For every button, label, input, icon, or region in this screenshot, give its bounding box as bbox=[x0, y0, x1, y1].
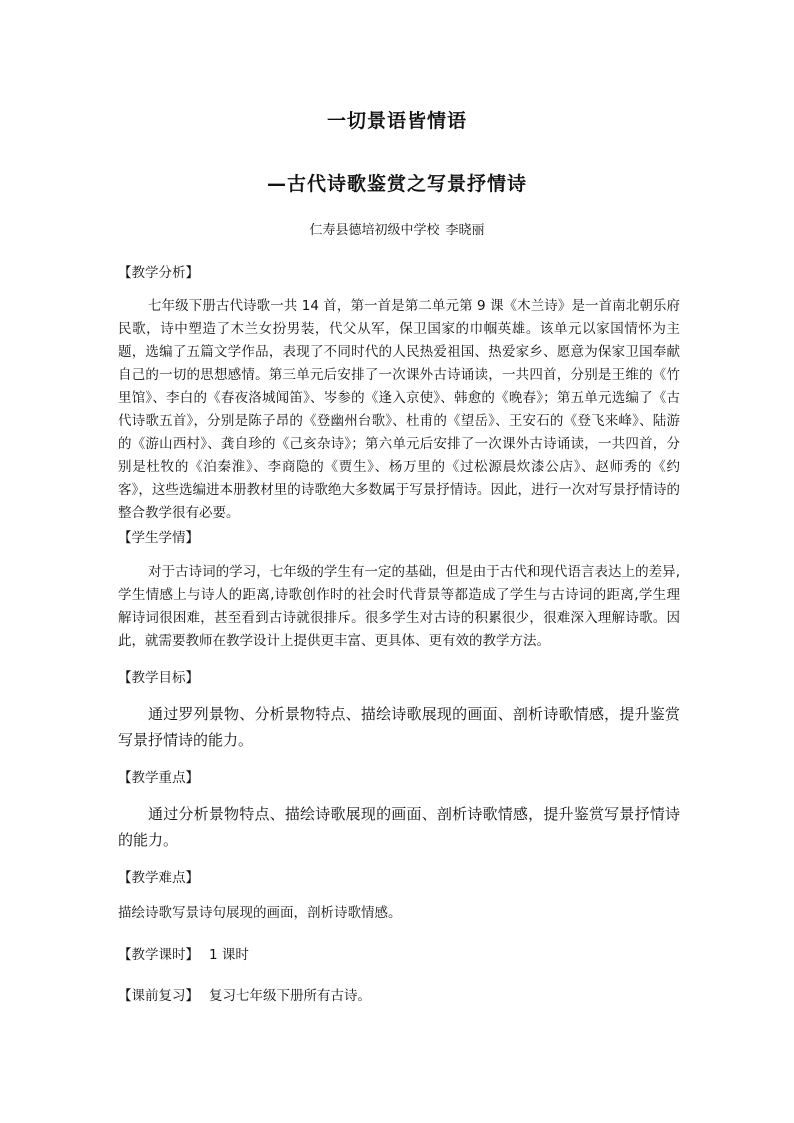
line-pre-class-review bbox=[118, 984, 371, 1004]
pre-class-review-value: 复习七年级下册所有古诗。 bbox=[209, 988, 371, 1004]
paragraph-student-situation: 对于古诗词的学习，七年级的学生有一定的基础，但是由于古代和现代语言表达上的差异,学生情感上与诗人的距离,诗歌创作时的社会时代背景等都造成了学生与古诗词的距离,学生理解诗词很困难，甚至看到古诗就很排斥。很多学生对古诗的积累很少，很难深入理解诗歌。因此，就需要教师在教学设计上提供更丰富、更具体、更有效的教学方法。 bbox=[118, 564, 680, 649]
document-subtitle: —古代诗歌鉴赏之写景抒情诗 bbox=[266, 173, 527, 195]
author-name: 李晓丽 bbox=[445, 223, 485, 238]
heading-teaching-goals: 【教学目标】 bbox=[118, 670, 199, 686]
author-school: 仁寿县德培初级中学校 bbox=[309, 223, 440, 238]
paragraph-teaching-analysis: 七年级下册古代诗歌一共 14 首，第一首是第二单元第 9 课《木兰诗》是一首南北朝乐府民歌，诗中塑造了木兰女扮男装，代父从军，保卫国家的巾帼英雄。该单元以家国情怀为主题，选编了五篇文学作品，表现了不同时代的人民热爱祖国、热爱家乡、愿意为保家卫国奉献自己的一切的思想感情。第三单元后安排了一次课外古诗诵读，一共四首，分别是王维的《竹里馆》、李白的《春夜洛城闻笛》、岑参的《逢入京使》、韩愈的《晚春》；第五单元选编了《古代诗歌五首》，分别是陈子昂的《登幽州台歌》、杜甫的《望岳》、王安石的《登飞来峰》、陆游的《游山西村》、龚自珍的《己亥杂诗》；第六单元后安排了一次课外古诗诵读，一共四首，分别是杜牧的《泊秦淮》、李商隐的《贾生》、杨万里的《过松源晨炊漆公店》、赵师秀的《约客》，这些选编进本册教材里的诗歌绝大多数属于写景抒情诗。因此，进行一次对写景抒情诗的整合教学很有必要。 bbox=[118, 298, 680, 521]
document-title: 一切景语皆情语 bbox=[326, 110, 467, 132]
line-teaching-hours bbox=[118, 943, 249, 963]
paragraph-teaching-goals: 通过罗列景物、分析景物特点、描绘诗歌展现的画面、剖析诗歌情感，提升鉴赏写景抒情诗的能力。 bbox=[118, 705, 680, 749]
heading-pre-class-review: 【课前复习】 bbox=[118, 988, 199, 1004]
paragraph-teaching-difficulty: 描绘诗歌写景诗句展现的画面，剖析诗歌情感。 bbox=[118, 905, 402, 921]
heading-teaching-hours: 【教学课时】 bbox=[118, 947, 199, 963]
teaching-hours-value: 1 课时 bbox=[209, 947, 249, 963]
paragraph-teaching-focus: 通过分析景物特点、描绘诗歌展现的画面、剖析诗歌情感，提升鉴赏写景抒情诗的能力。 bbox=[118, 805, 680, 849]
heading-teaching-focus: 【教学重点】 bbox=[118, 770, 199, 786]
heading-teaching-analysis: 【教学分析】 bbox=[118, 265, 199, 281]
heading-teaching-difficulty: 【教学难点】 bbox=[118, 870, 199, 886]
heading-student-situation: 【学生学情】 bbox=[118, 530, 199, 546]
author-line bbox=[0, 219, 794, 238]
